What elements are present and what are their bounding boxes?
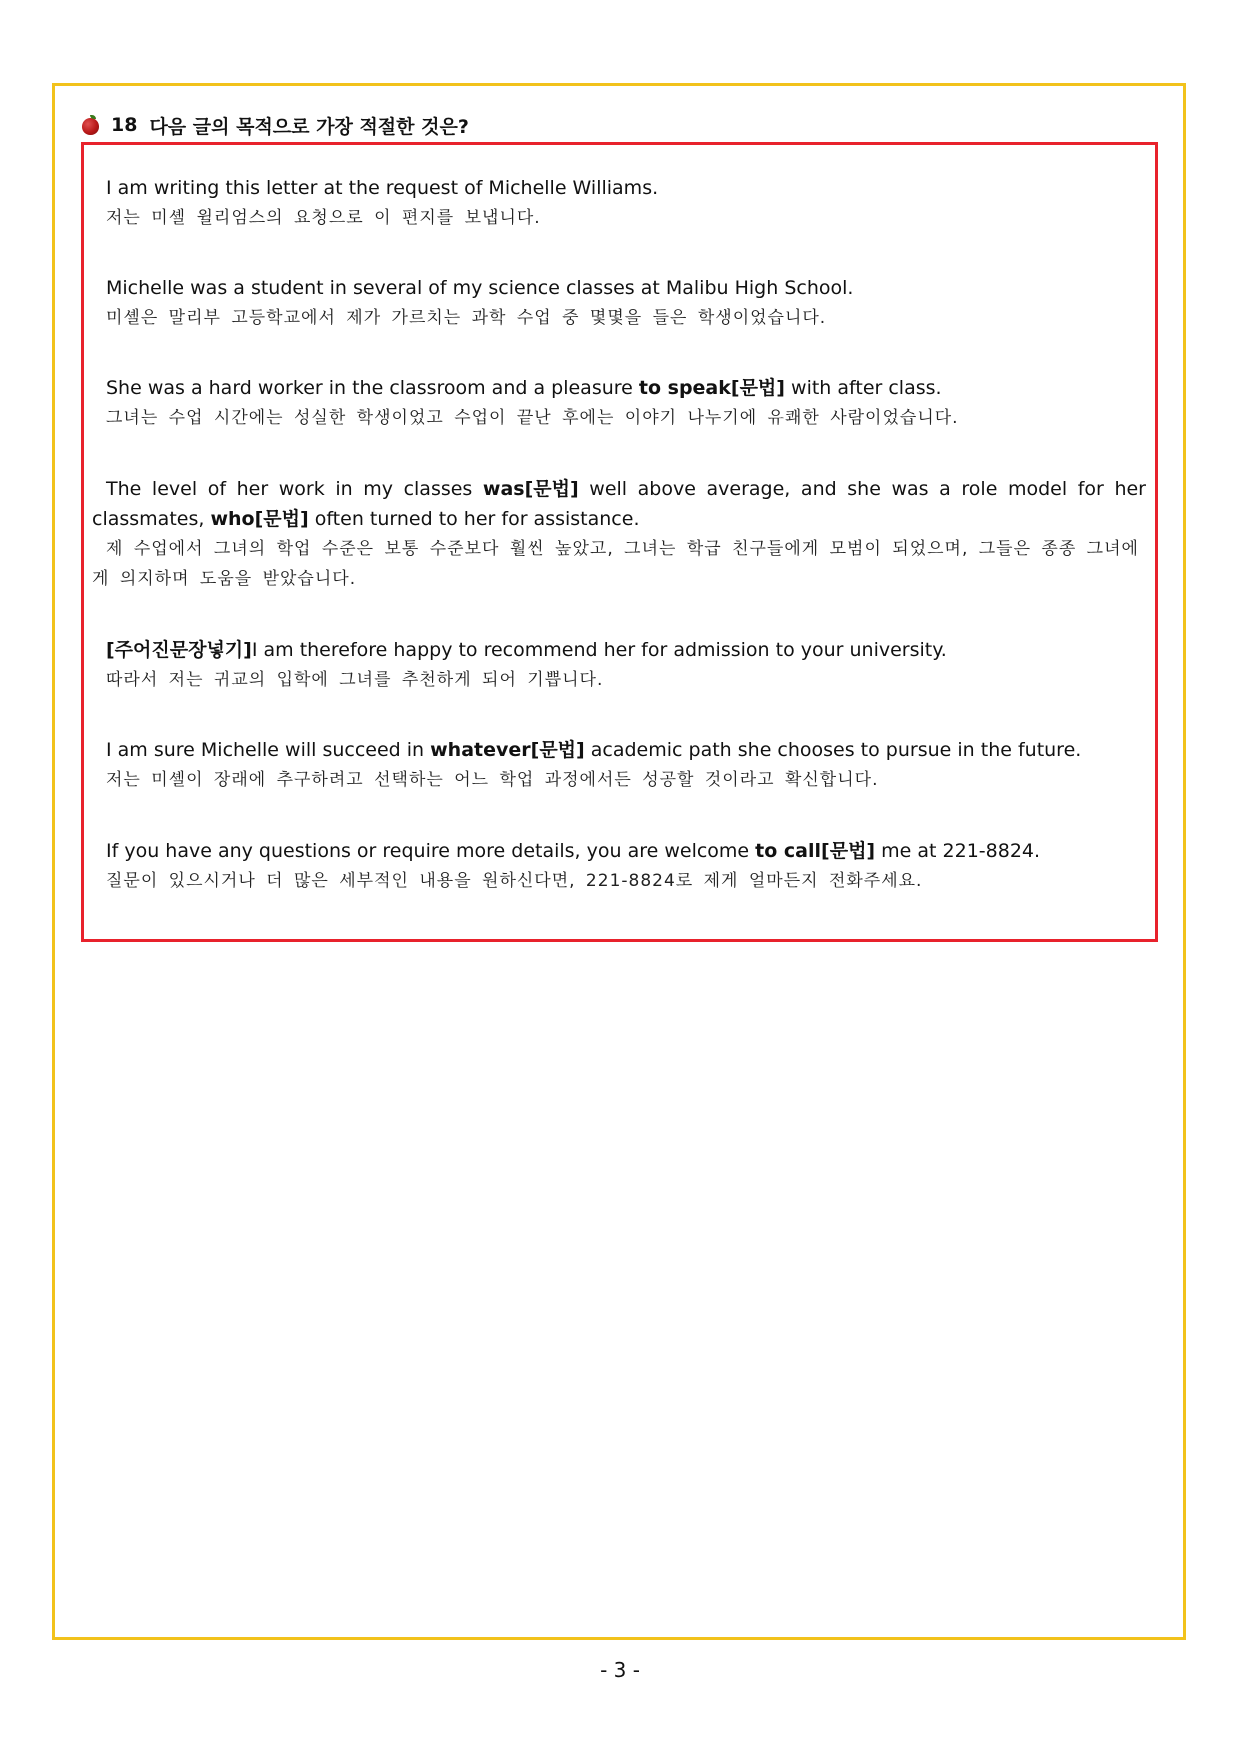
grammar-marker: who[문법] — [210, 508, 309, 530]
question-number: 18 — [111, 114, 138, 136]
sentence-text: me at 221-8824. — [875, 840, 1041, 862]
passage-paragraph-1 — [92, 173, 1146, 233]
passage-paragraph-6 — [92, 735, 1146, 795]
grammar-marker: whatever[문법] — [430, 739, 585, 761]
english-sentence — [92, 735, 1146, 765]
english-sentence — [92, 836, 1146, 866]
korean-translation: 저는 미셸이 장래에 추구하려고 선택하는 어느 학업 과정에서든 성공할 것이라고 확신합니다. — [106, 770, 879, 790]
korean-translation: 질문이 있으시거나 더 많은 세부적인 내용을 원하신다면, 221-8824로 제게 얼마든지 전화주세요. — [106, 871, 923, 891]
english-sentence — [92, 173, 1146, 203]
sentence-text: often turned to her for assistance. — [308, 508, 640, 530]
grammar-marker: to call[문법] — [755, 840, 876, 862]
passage-paragraph-4 — [92, 474, 1146, 594]
question-header — [82, 110, 469, 140]
apple-bullet-icon — [82, 115, 99, 135]
korean-translation: 따라서 저는 귀교의 입학에 그녀를 추천하게 되어 기쁩니다. — [106, 670, 604, 690]
grammar-marker: [주어진문장넣기] — [106, 639, 252, 661]
passage-paragraph-5 — [92, 635, 1146, 695]
sentence-text: I am sure Michelle will succeed in — [106, 739, 431, 761]
sentence-text: academic path she chooses to pursue in the future. — [584, 739, 1082, 761]
grammar-marker: to speak[문법] — [638, 377, 785, 399]
korean-translation: 그녀는 수업 시간에는 성실한 학생이었고 수업이 끝난 후에는 이야기 나누기에 유쾌한 사람이었습니다. — [106, 408, 959, 428]
sentence-text: with after class. — [784, 377, 942, 399]
sentence-text: If you have any questions or require more details, you are welcome — [106, 840, 756, 862]
english-sentence — [92, 373, 1146, 403]
sentence-text: I am therefore happy to recommend her for admission to your university. — [251, 639, 947, 661]
passage-paragraph-3 — [92, 373, 1146, 433]
english-sentence — [92, 635, 1146, 665]
passage-paragraph-2 — [92, 273, 1146, 333]
page-number: - 3 - — [600, 1658, 640, 1682]
sentence-text: The level of her work in my classes — [106, 478, 483, 500]
grammar-marker: was[문법] — [482, 478, 579, 500]
korean-translation: 저는 미셸 윌리엄스의 요청으로 이 편지를 보냅니다. — [106, 208, 541, 228]
passage-paragraph-7 — [92, 836, 1146, 896]
korean-translation: 미셸은 말리부 고등학교에서 제가 가르치는 과학 수업 중 몇몇을 들은 학생이었습니다. — [106, 308, 827, 328]
english-sentence — [92, 273, 1146, 303]
sentence-text: Michelle was a student in several of my science classes at Malibu High School. — [106, 277, 854, 299]
sentence-text: I am writing this letter at the request of Michelle Williams. — [106, 177, 659, 199]
korean-translation: 제 수업에서 그녀의 학업 수준은 보통 수준보다 훨씬 높았고, 그녀는 학급 친구들에게 모범이 되었으며, 그들은 종종 그녀에게 의지하며 도움을 받았습니다. — [92, 539, 1139, 589]
sentence-text: She was a hard worker in the classroom and a pleasure — [106, 377, 639, 399]
question-prompt: 다음 글의 목적으로 가장 적절한 것은? — [149, 115, 469, 138]
sentence-text: well above average, and she was a role model for her classmates, — [92, 478, 1146, 530]
english-sentence — [92, 474, 1146, 534]
